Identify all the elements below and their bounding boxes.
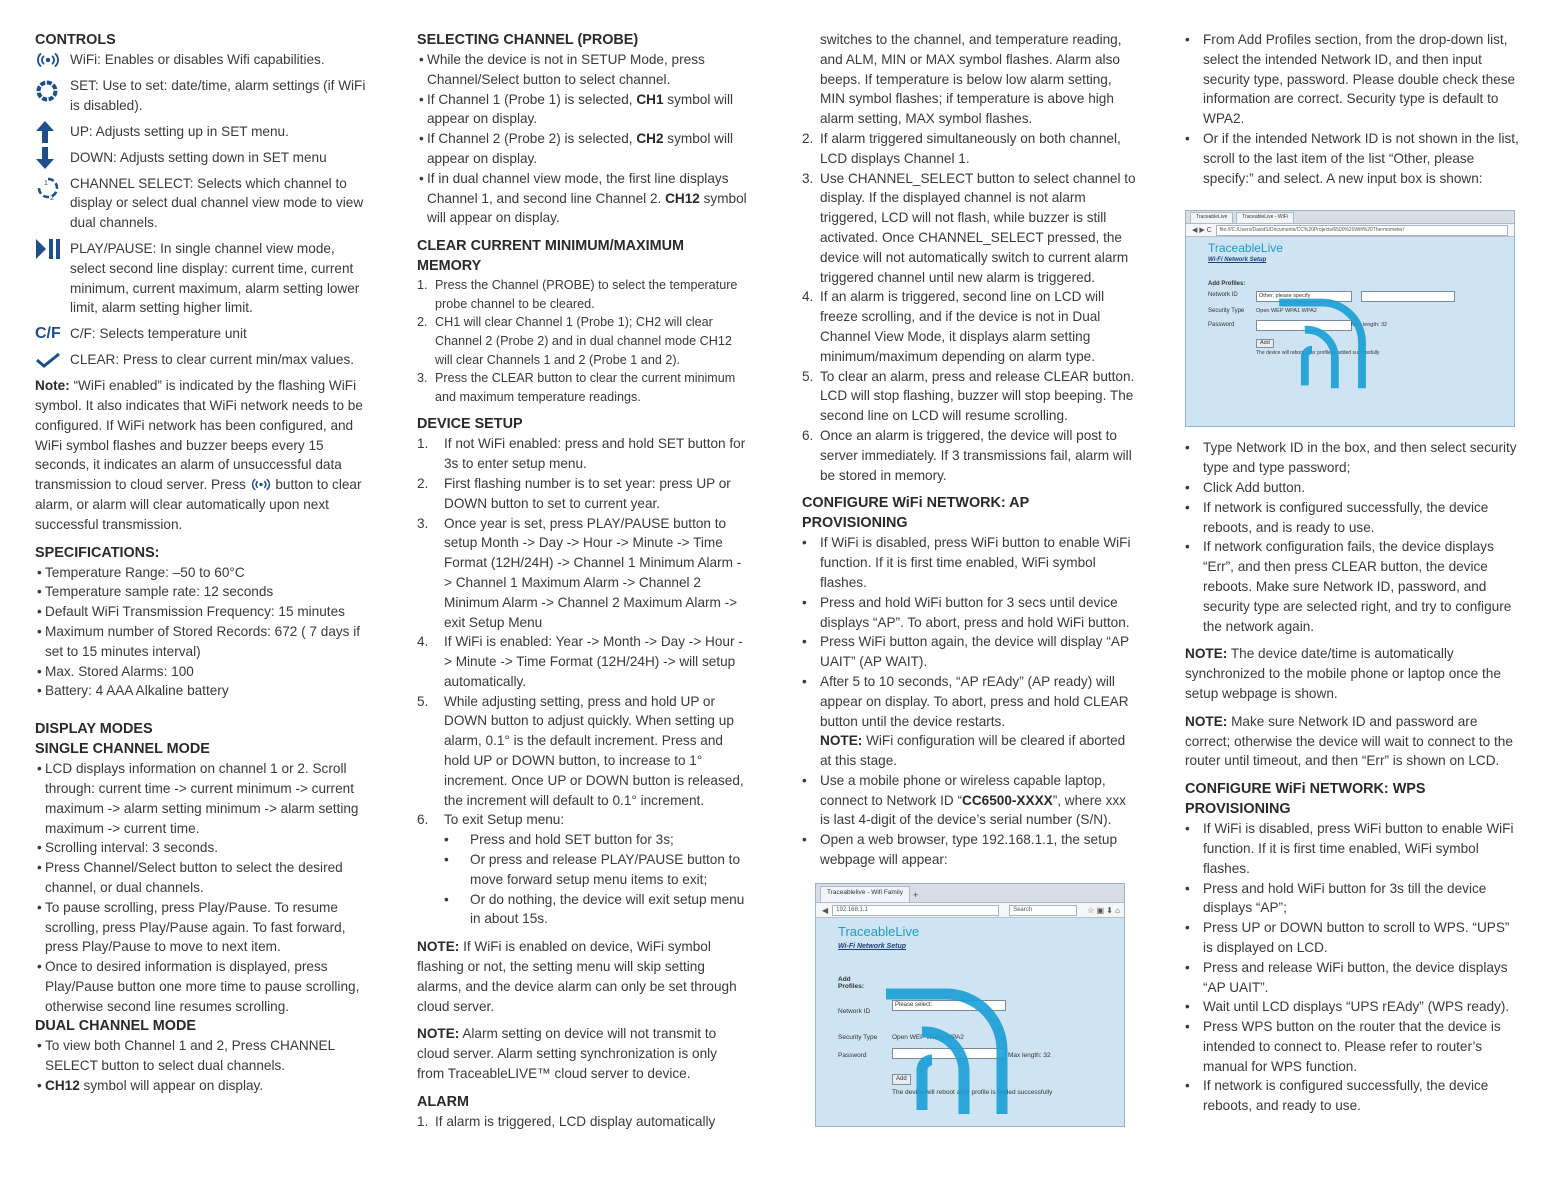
list-item: • Type Network ID in the box, and then select security type and type password; bbox=[1185, 440, 1517, 476]
clear-memory-list bbox=[417, 276, 747, 406]
list-item: 1. If alarm is triggered, LCD display automatically bbox=[417, 1113, 716, 1129]
list-item: 6. Once an alarm is triggered, the device will post to server immediately. If 3 transmissions fail, alarm will be stored in memory. bbox=[802, 427, 1132, 483]
list-item: 1. If not WiFi enabled: press and hold SET button for 3s to enter setup menu. bbox=[417, 436, 746, 472]
reboot-message: The device will reboot after profile is added successfully bbox=[892, 1089, 1053, 1096]
sel4-b: CH12 bbox=[665, 190, 700, 206]
list-item: 2. If alarm triggered simultaneously on both channel, LCD displays Channel 1. bbox=[802, 130, 1121, 166]
spec-item: • Max. Stored Alarms: 100 bbox=[35, 662, 370, 682]
list-item: • Press and hold SET button for 3s; bbox=[444, 832, 674, 848]
list-item: • Press and hold WiFi button for 3s till the device displays “AP”; bbox=[1185, 880, 1487, 916]
sel2-b: CH1 bbox=[636, 91, 664, 107]
setup-note-2: NOTE: Alarm setting on device will not transmit to cloud server. Alarm setting synchronization is only from TraceableLIVE™ cloud server to device. bbox=[417, 1026, 717, 1082]
list-item: • Press Channel/Select button to select the desired channel, or dual channels. bbox=[35, 858, 370, 898]
up-arrow-icon bbox=[35, 122, 70, 142]
url-field: 192.168.1.1 bbox=[832, 905, 999, 916]
add-profiles-label: Add Profiles: bbox=[1208, 281, 1246, 287]
column-2 bbox=[417, 30, 747, 1132]
device-setup-heading: DEVICE SETUP bbox=[417, 416, 523, 433]
control-wifi bbox=[35, 50, 370, 70]
watermark-logo-icon bbox=[1272, 279, 1372, 409]
browser-tab: Traceablelive - Wifi Family bbox=[820, 886, 910, 902]
sel4-c: symbol will appear on display. bbox=[427, 190, 747, 226]
control-play bbox=[35, 239, 370, 318]
set-description: SET: Use to set: date/time, alarm settings (if WiFi is disabled). bbox=[70, 78, 366, 113]
display-modes-heading: DISPLAY MODES bbox=[35, 721, 153, 738]
address-bar bbox=[1186, 224, 1514, 237]
single-channel-heading: SINGLE CHANNEL MODE bbox=[35, 741, 210, 758]
other-network-input bbox=[1361, 291, 1455, 302]
checkmark-icon bbox=[35, 350, 70, 370]
sel3-c: symbol will appear on display. bbox=[427, 131, 734, 166]
spec-item: • Temperature sample rate: 12 seconds bbox=[35, 582, 370, 602]
other-network-screenshot bbox=[1185, 210, 1515, 427]
list-item: 3. Press the CLEAR button to clear the current minimum and maximum temperature readings. bbox=[417, 371, 736, 404]
alarm-heading: ALARM bbox=[417, 1093, 469, 1110]
cf-icon: C/F bbox=[35, 325, 61, 343]
selecting-channel-heading: SELECTING CHANNEL (PROBE) bbox=[417, 32, 639, 48]
svg-text:1: 1 bbox=[44, 179, 48, 187]
list-item: • Press and hold WiFi button for 3 secs until device displays “AP”. To abort, press and hold WiFi button. bbox=[802, 594, 1130, 630]
list-item: • Open a web browser, type 192.168.1.1, the setup webpage will appear: bbox=[802, 832, 1117, 868]
browser-tab-1: TraceableLive bbox=[1190, 212, 1233, 223]
list-item: 3. Use CHANNEL_SELECT button to select channel to display. If the displayed channel is not alarm triggered, LCD will not flash, while buzzer is still activated. Once CHANNEL_SELECT pressed, the device will not automatically switch to current alarm triggered channel until new alarm is triggered. bbox=[802, 170, 1136, 285]
list-item: • If WiFi is disabled, press WiFi button to enable WiFi function. If it is first time enabled, WiFi symbol flashes. bbox=[1185, 821, 1514, 876]
note-text-a: “WiFi enabled” is indicated by the flashing WiFi symbol. It also indicates that WiFi network needs to be configured. If WiFi network has been configured, and WiFi symbol flashes and buzzer beeps every 15 seconds, it indicates an alarm of unsuccessful data transmission to cloud server. Press bbox=[35, 378, 363, 493]
sel3-b: CH2 bbox=[636, 131, 664, 147]
setup-note-1: NOTE: If WiFi is enabled on device, WiFi symbol flashing or not, the setting menu will skip setting alarms, and the device alarm can only be set through cloud server. bbox=[417, 939, 737, 1014]
clear-memory-heading: CLEAR CURRENT MINIMUM/MAXIMUM MEMORY bbox=[417, 238, 684, 275]
security-label: Security Type bbox=[1208, 308, 1245, 314]
brand-title: TraceableLive bbox=[1208, 241, 1283, 255]
specifications-heading: SPECIFICATIONS: bbox=[35, 544, 160, 561]
list-item: 5. While adjusting setting, press and hold UP or DOWN button to adjust quickly. When setting up alarm, 0.1° is the default increment. Press and hold UP or DOWN button, to increase to 1° increment. Once UP or DOWN button is released, the increment will default to 0.1° increment. bbox=[417, 693, 744, 808]
cf-description: C/F: Selects temperature unit bbox=[70, 326, 247, 342]
spec-item: • Battery: 4 AAA Alkaline battery bbox=[35, 681, 370, 701]
up-description: UP: Adjusts setting up in SET menu. bbox=[70, 123, 289, 139]
list-item: • Or press and release PLAY/PAUSE button to move forward setup menu items to exit; bbox=[444, 852, 741, 887]
control-channel bbox=[35, 174, 370, 233]
new-tab-icon: + bbox=[912, 890, 919, 900]
play-pause-icon bbox=[35, 239, 70, 259]
watermark-logo-icon bbox=[876, 982, 1016, 1122]
svg-text:2: 2 bbox=[50, 194, 54, 202]
list-item: • To pause scrolling, press Play/Pause. To resume scrolling, press Play/Pause again. To fast forward, press Play/Pause to move to next item. bbox=[35, 898, 370, 957]
list-item: • Press UP or DOWN button to scroll to WPS. “UPS” is displayed on LCD. bbox=[1185, 920, 1510, 955]
list-item: • If network is configured successfully, the device reboots, and is ready to use. bbox=[1185, 499, 1489, 535]
sel3-a: If Channel 2 (Probe 2) is selected, bbox=[427, 131, 637, 147]
list-item bbox=[417, 90, 747, 130]
spec-item: • Default WiFi Transmission Frequency: 15 minutes bbox=[35, 602, 370, 622]
list-item: • LCD displays information on channel 1 or 2. Scroll through: current time -> current minimum -> current maximum -> alarm setting minimum -> alarm setting maximum -> current time. bbox=[35, 759, 370, 838]
list-item bbox=[417, 129, 747, 169]
address-bar bbox=[816, 903, 1124, 918]
maxlen-label: Max length: 32 bbox=[1351, 322, 1388, 328]
control-clear bbox=[35, 350, 370, 370]
page-subtitle: Wi-Fi Network Setup bbox=[1208, 257, 1267, 263]
sel2-a: If Channel 1 (Probe 1) is selected, bbox=[427, 91, 637, 107]
maxlen-label: Max length: 32 bbox=[1008, 1052, 1051, 1059]
list-item: 1. Press the Channel (PROBE) to select the temperature probe channel to be cleared. bbox=[417, 278, 738, 311]
wps-heading: CONFIGURE WiFi NETWORK: WPS PROVISIONING bbox=[1185, 781, 1426, 818]
column-3 bbox=[802, 30, 1137, 870]
spec-item: • Temperature Range: –50 to 60°C bbox=[35, 563, 370, 583]
network-id-label: Network ID bbox=[1208, 292, 1238, 298]
browser-tab-2: TraceableLive - WiFi bbox=[1236, 212, 1294, 223]
wifi-description: WiFi: Enables or disables Wifi capabilities. bbox=[70, 52, 325, 67]
column-1 bbox=[35, 30, 370, 1096]
device-setup-list bbox=[417, 434, 747, 929]
alarm-continued: switches to the channel, and temperature reading, and ALM, MIN or MAX symbol flashes. Alarm also beeps. If temperature is below low alarm setting, MIN symbol flashes; if temperature is above high alarm setting, MAX symbol flashes. bbox=[820, 32, 1122, 127]
list-item: • Once to desired information is displayed, press Play/Pause button one more time to pause scrolling, otherwise second line resumes scrolling. bbox=[35, 957, 370, 1016]
security-options: Open WEP WPA1 WPA2 bbox=[1256, 308, 1317, 314]
list-item: 2. First flashing number is to set year: press UP or DOWN button to set to current year. bbox=[417, 475, 731, 511]
inline-wifi-icon bbox=[250, 477, 272, 492]
control-down bbox=[35, 148, 370, 168]
network-select: Other, please specify bbox=[1256, 291, 1352, 302]
list-item: • Or if the intended Network ID is not shown in the list, scroll to the last item of the list “Other, please specify:” and select. A new input box is shown: bbox=[1185, 130, 1519, 186]
list-item: • After 5 to 10 seconds, “AP rEAdy” (AP ready) will appear on display. To abort, press and hold CLEAR button until the device restarts. NOTE: WiFi configuration will be cleared if aborted at this stage. bbox=[802, 673, 1129, 769]
spec-item: • Maximum number of Stored Records: 672 ( 7 days if set to 15 minutes interval) bbox=[35, 622, 370, 662]
ch12-label: CH12 bbox=[45, 1078, 80, 1094]
setup-webpage-screenshot bbox=[815, 883, 1125, 1127]
list-item: • Use a mobile phone or wireless capable laptop, connect to Network ID “CC6500-XXXX”, where xxx is last 4-digit of the device’s serial number (S/N). bbox=[802, 772, 1126, 828]
spec-list bbox=[35, 563, 370, 702]
control-cf bbox=[35, 324, 370, 344]
list-item: 4. If WiFi is enabled: Year -> Month -> Day -> Hour -> Minute -> Time Format (12H/24H) -> will setup automatically. bbox=[417, 634, 743, 689]
wifi-note bbox=[35, 376, 370, 534]
control-set bbox=[35, 76, 370, 116]
list-item: 3. Once year is set, press PLAY/PAUSE button to setup Month -> Day -> Hour -> Minute -> Time Format (12H/24H) -> Channel 1 Minimum Alarm -> Channel 1 Maximum Alarm -> Channel 2 Minimum Alarm -> Channel 2 Maximum Alarm -> exit Setup Menu bbox=[417, 515, 742, 630]
channel-select-icon bbox=[35, 174, 70, 204]
browser-tabs bbox=[816, 884, 1124, 903]
wifi-icon bbox=[35, 50, 70, 70]
back-icon: ◀ ▶ C bbox=[1192, 227, 1212, 234]
note-text-b: button to clear alarm, or alarm will clear automatically upon next successful transmission. bbox=[35, 477, 362, 532]
list-item: • Scrolling interval: 3 seconds. bbox=[35, 838, 370, 858]
list-item bbox=[417, 169, 747, 228]
add-profiles-label: Add Profiles: bbox=[838, 976, 865, 990]
list-item: • Press WPS button on the router that the device is intended to connect to. Please refer to router’s manual for WPS function. bbox=[1185, 1019, 1501, 1074]
list-item: • Or do nothing, the device will exit setup menu in about 15s. bbox=[444, 891, 745, 927]
sel4-a: If in dual channel view mode, the first line displays Channel 1, and second line Channel 2. bbox=[427, 170, 729, 206]
list-item bbox=[35, 1076, 370, 1096]
toolbar-icons: ☆ ▣ ⬇ ⌂ bbox=[1087, 905, 1120, 915]
list-item: • Click Add button. bbox=[1185, 479, 1306, 495]
list-item: 6. To exit Setup menu: bbox=[417, 812, 565, 828]
network-id-label: Network ID bbox=[838, 1008, 871, 1015]
wps-list bbox=[1185, 819, 1520, 1116]
list-item: • Press WiFi button again, the device will display “AP UAIT” (AP WAIT). bbox=[802, 634, 1129, 670]
play-description: PLAY/PAUSE: In single channel view mode, select second line display: current time, current minimum, current maximum, alarm setting lower limit, alarm setting higher limit. bbox=[70, 240, 360, 316]
network-select: Please select: bbox=[892, 1000, 1006, 1011]
search-field: Search bbox=[1009, 905, 1077, 916]
security-options: Open WEP WPA1 WPA2 bbox=[892, 1034, 964, 1041]
list-item: • If network is configured successfully, the device reboots, and ready to use. bbox=[1185, 1078, 1489, 1114]
add-button: Add bbox=[1256, 339, 1274, 348]
down-description: DOWN: Adjusts setting down in SET menu bbox=[70, 149, 327, 165]
list-item: • While the device is not in SETUP Mode, press Channel/Select button to select channel. bbox=[417, 50, 747, 90]
page-subtitle: Wi-Fi Network Setup bbox=[838, 943, 906, 950]
wifi-note-2: NOTE: Make sure Network ID and password are correct; otherwise the device will wait to connect to the router until timeout, and then “Err” is shown on LCD. bbox=[1185, 713, 1513, 769]
dual-channel-heading: DUAL CHANNEL MODE bbox=[35, 1018, 196, 1035]
list-item: • If network configuration fails, the device displays “Err”, and then press CLEAR button, the device reboots. Make sure Network ID, password, and security type are selected right, and try to configure the network again. bbox=[1185, 539, 1512, 634]
add-button: Add bbox=[892, 1074, 911, 1085]
after-screenshot-list bbox=[1185, 438, 1520, 636]
controls-heading: CONTROLS bbox=[35, 32, 116, 48]
note-label: Note: bbox=[35, 378, 70, 394]
password-label: Password bbox=[1208, 322, 1235, 328]
ch12-text: symbol will appear on display. bbox=[79, 1078, 264, 1094]
ap-list bbox=[802, 533, 1137, 870]
sel2-c: symbol will appear on display. bbox=[427, 91, 734, 127]
down-arrow-icon bbox=[35, 148, 70, 168]
browser-tabs bbox=[1186, 211, 1514, 224]
column-4 bbox=[1185, 30, 1520, 1116]
list-item: 5. To clear an alarm, press and release CLEAR button. LCD will stop flashing, buzzer will stop beeping. The second line on LCD will resume scrolling. bbox=[802, 368, 1135, 424]
ap-provisioning-heading: CONFIGURE WiFi NETWORK: AP PROVISIONING bbox=[802, 495, 1029, 532]
list-item: • From Add Profiles section, from the drop-down list, select the intended Network ID, and then input security type, password. Please double check these information are correct. Security type is default to WPA2. bbox=[1185, 32, 1516, 127]
list-item: • If WiFi is disabled, press WiFi button to enable WiFi function. If it is first time enabled, WiFi symbol flashes. bbox=[802, 535, 1131, 590]
security-label: Security Type bbox=[838, 1034, 878, 1041]
list-item: 2. CH1 will clear Channel 1 (Probe 1); CH2 will clear Channel 2 (Probe 2) and in dual channel mode CH12 will clear Channels 1 and 2 (Probe 1 and 2). bbox=[417, 315, 732, 367]
clear-description: CLEAR: Press to clear current min/max values. bbox=[70, 352, 355, 368]
back-icon: ◀ bbox=[822, 905, 829, 915]
list-item: • Press and release WiFi button, the device displays “AP UAIT”. bbox=[1185, 959, 1508, 995]
alarm-list bbox=[802, 129, 1137, 485]
list-item: • To view both Channel 1 and 2, Press CHANNEL SELECT button to select dual channels. bbox=[35, 1036, 370, 1076]
channel-description: CHANNEL SELECT: Selects which channel to display or select dual channel view mode to view dual channels. bbox=[70, 175, 364, 231]
reboot-message: The device will reboot after profile is added successfully bbox=[1256, 350, 1380, 356]
wifi-note-1: NOTE: The device date/time is automatically synchronized to the mobile phone or laptop once the setup webpage is shown. bbox=[1185, 646, 1501, 701]
brand-title: TraceableLive bbox=[838, 924, 920, 939]
single-channel-list bbox=[35, 759, 370, 1016]
list-item: 4. If an alarm is triggered, second line on LCD will freeze scrolling, and if the device is not in Dual Channel View Mode, it displays alarm setting minimum/maximum depending on alarm type. bbox=[802, 289, 1105, 364]
password-label: Password bbox=[838, 1052, 867, 1059]
url-field: file:///C:/Users/DavidS/Documents/CC%20Projects/6500%20Wifi%20Thermometer/ bbox=[1216, 225, 1508, 236]
set-gear-icon bbox=[35, 76, 70, 106]
control-up bbox=[35, 122, 370, 142]
list-item: • Wait until LCD displays “UPS rEAdy” (WPS ready). bbox=[1185, 999, 1510, 1015]
